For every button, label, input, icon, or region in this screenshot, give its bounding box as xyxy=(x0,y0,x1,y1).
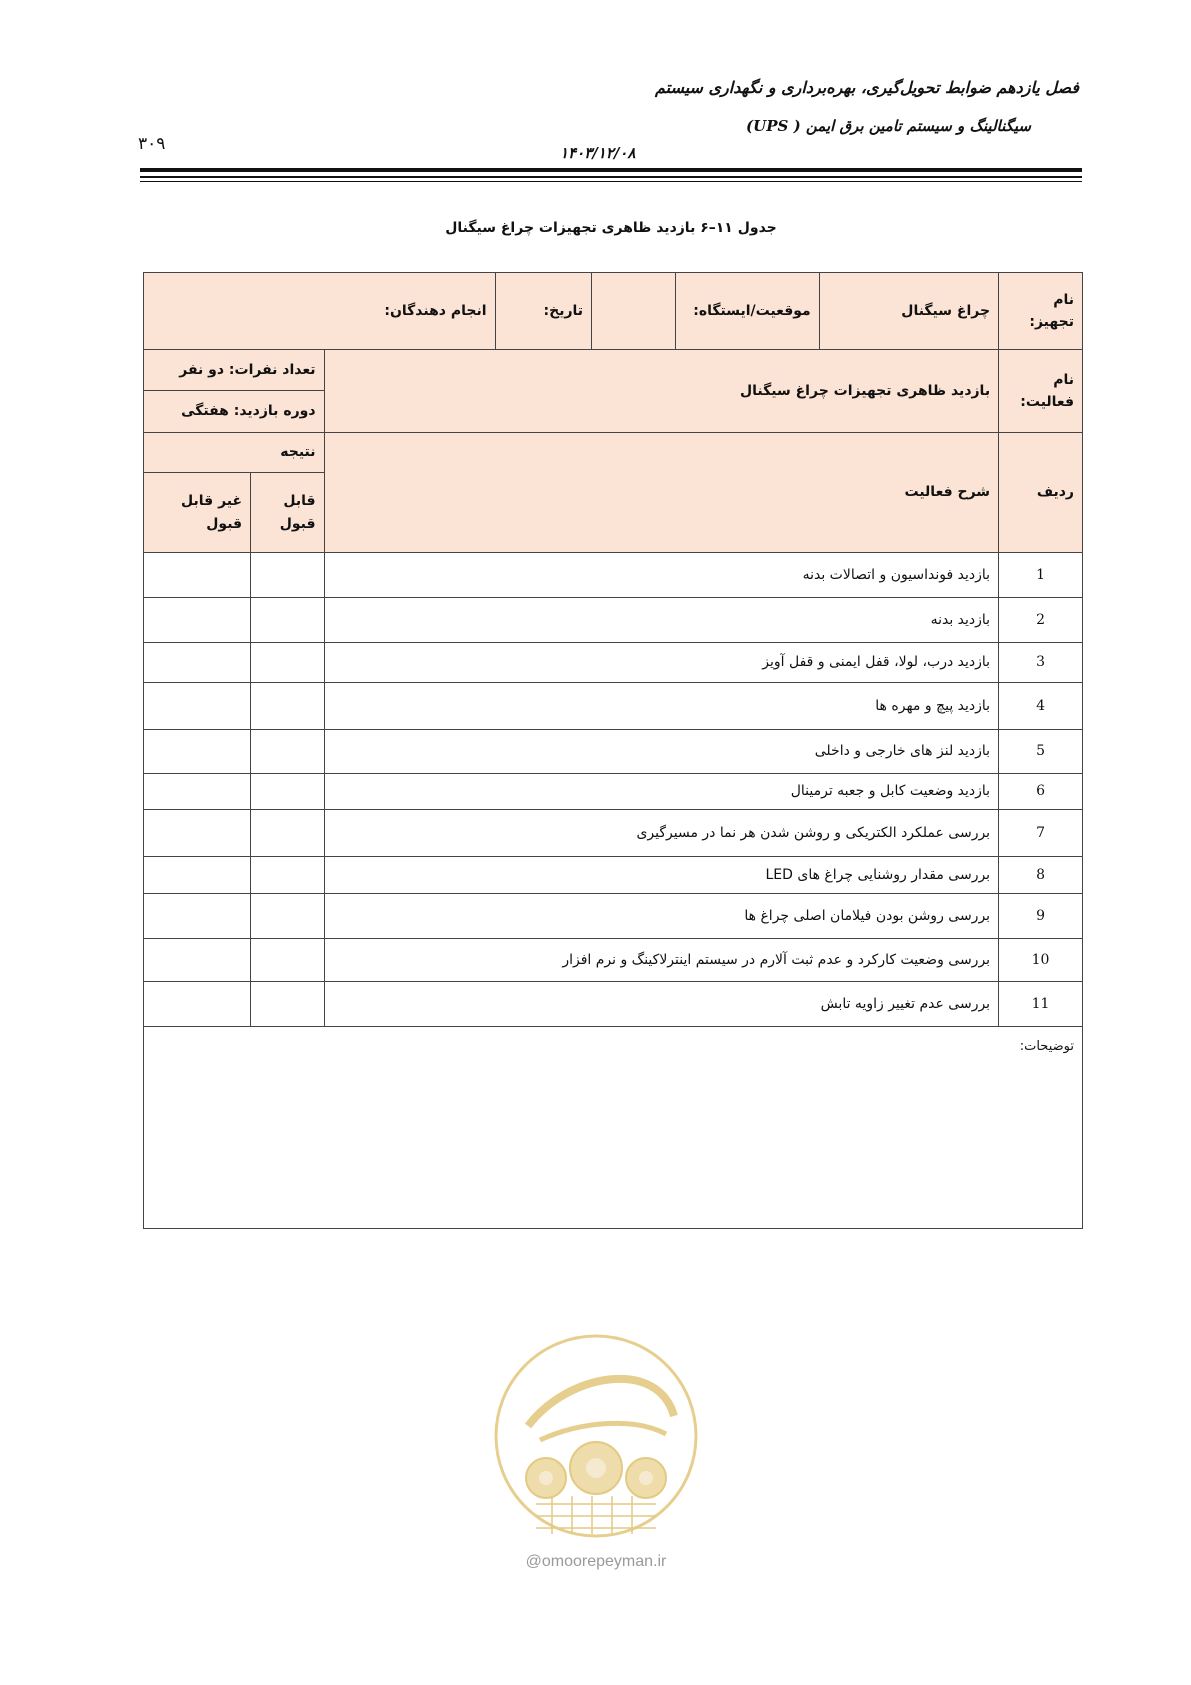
row-number: 11 xyxy=(999,982,1083,1027)
table-row xyxy=(144,810,1083,857)
table-row xyxy=(144,982,1083,1027)
omoorepeyman-seal-logo xyxy=(488,1328,704,1544)
row-description: بازدید لنز های خارجی و داخلی xyxy=(324,730,999,774)
row-number: 1 xyxy=(999,553,1083,598)
inspection-table xyxy=(143,272,1083,1229)
table-row xyxy=(144,598,1083,643)
accepted-header: قابل قبول xyxy=(251,473,324,553)
chapter-subtitle: سیگنالینگ و سیستم تامین برق ایمن ( UPS) xyxy=(746,117,1031,135)
header-rule-thick xyxy=(140,168,1082,172)
rejected-cell[interactable] xyxy=(144,774,251,810)
chapter-title: فصل یازدهم ضوابط تحویل‌گیری، بهره‌برداری و نگهداری سیستم xyxy=(654,78,1079,97)
table-row xyxy=(144,683,1083,730)
rejected-cell[interactable] xyxy=(144,939,251,982)
row-description: بررسی روشن بودن فیلامان اصلی چراغ ها xyxy=(324,894,999,939)
rejected-cell[interactable] xyxy=(144,553,251,598)
accepted-cell[interactable] xyxy=(251,553,324,598)
rejected-header: غیر قابل قبول xyxy=(144,473,251,553)
table-row xyxy=(144,857,1083,894)
row-description: بررسی مقدار روشنایی چراغ های LED xyxy=(324,857,999,894)
date-label: تاریخ: xyxy=(495,273,592,350)
equipment-value: چراغ سیگنال xyxy=(819,273,998,350)
row-description: بررسی عدم تغییر زاویه تابش xyxy=(324,982,999,1027)
accepted-cell[interactable] xyxy=(251,857,324,894)
table-row xyxy=(144,774,1083,810)
row-number: 2 xyxy=(999,598,1083,643)
equipment-label: نام تجهیز: xyxy=(999,273,1083,350)
inspection-period: دوره بازدید: هفتگی xyxy=(144,391,325,433)
row-description: بازدید بدنه xyxy=(324,598,999,643)
table-row xyxy=(144,894,1083,939)
location-label: موقعیت/ایستگاه: xyxy=(675,273,819,350)
row-description: بازدید پیچ و مهره ها xyxy=(324,683,999,730)
table-row xyxy=(144,939,1083,982)
notes-label: توضیحات: xyxy=(1019,1039,1074,1054)
row-number: 3 xyxy=(999,643,1083,683)
rejected-cell[interactable] xyxy=(144,982,251,1027)
row-number: 10 xyxy=(999,939,1083,982)
table-row xyxy=(144,643,1083,683)
accepted-cell[interactable] xyxy=(251,730,324,774)
rejected-cell[interactable] xyxy=(144,810,251,857)
result-header: نتیجه xyxy=(144,433,325,473)
row-number: 9 xyxy=(999,894,1083,939)
staff-count: تعداد نفرات: دو نفر xyxy=(144,350,325,391)
row-description: بررسی عملکرد الکتریکی و روشن شدن هر نما در مسیرگیری xyxy=(324,810,999,857)
accepted-cell[interactable] xyxy=(251,643,324,683)
accepted-cell[interactable] xyxy=(251,774,324,810)
row-number: 4 xyxy=(999,683,1083,730)
table-title: جدول ۱۱–۶ بازدید ظاهری تجهیزات چراغ سیگنال xyxy=(445,220,777,236)
watermark-url: @omoorepeyman.ir xyxy=(525,1553,667,1570)
performers-label: انجام دهندگان: xyxy=(144,273,496,350)
rejected-cell[interactable] xyxy=(144,857,251,894)
description-header: شرح فعالیت xyxy=(324,433,999,553)
accepted-cell[interactable] xyxy=(251,598,324,643)
row-description: بازدید وضعیت کابل و جعبه ترمینال xyxy=(324,774,999,810)
rejected-cell[interactable] xyxy=(144,598,251,643)
location-value[interactable] xyxy=(592,273,676,350)
row-description: بررسی وضعیت کارکرد و عدم ثبت آلارم در سیستم اینترلاکینگ و نرم افزار xyxy=(324,939,999,982)
activity-label: نام فعالیت: xyxy=(999,350,1083,433)
accepted-cell[interactable] xyxy=(251,939,324,982)
table-row xyxy=(144,730,1083,774)
row-description: بازدید فونداسیون و اتصالات بدنه xyxy=(324,553,999,598)
page-number: ۳۰۹ xyxy=(138,134,166,154)
row-number: 5 xyxy=(999,730,1083,774)
row-number: 7 xyxy=(999,810,1083,857)
activity-value: بازدید ظاهری تجهیزات چراغ سیگنال xyxy=(324,350,999,433)
rejected-cell[interactable] xyxy=(144,730,251,774)
notes-box[interactable] xyxy=(144,1027,1083,1229)
accepted-cell[interactable] xyxy=(251,894,324,939)
table-row xyxy=(144,553,1083,598)
rejected-cell[interactable] xyxy=(144,683,251,730)
rejected-cell[interactable] xyxy=(144,894,251,939)
row-number-header: ردیف xyxy=(999,433,1083,553)
row-description: بازدید درب، لولا، قفل ایمنی و قفل آویز xyxy=(324,643,999,683)
header-rule-thin xyxy=(140,176,1082,178)
accepted-cell[interactable] xyxy=(251,982,324,1027)
document-date: ۱۴۰۳/۱۲/۰۸ xyxy=(560,144,636,162)
accepted-cell[interactable] xyxy=(251,810,324,857)
row-number: 6 xyxy=(999,774,1083,810)
row-number: 8 xyxy=(999,857,1083,894)
header-rule-hairline xyxy=(140,181,1082,182)
rejected-cell[interactable] xyxy=(144,643,251,683)
accepted-cell[interactable] xyxy=(251,683,324,730)
